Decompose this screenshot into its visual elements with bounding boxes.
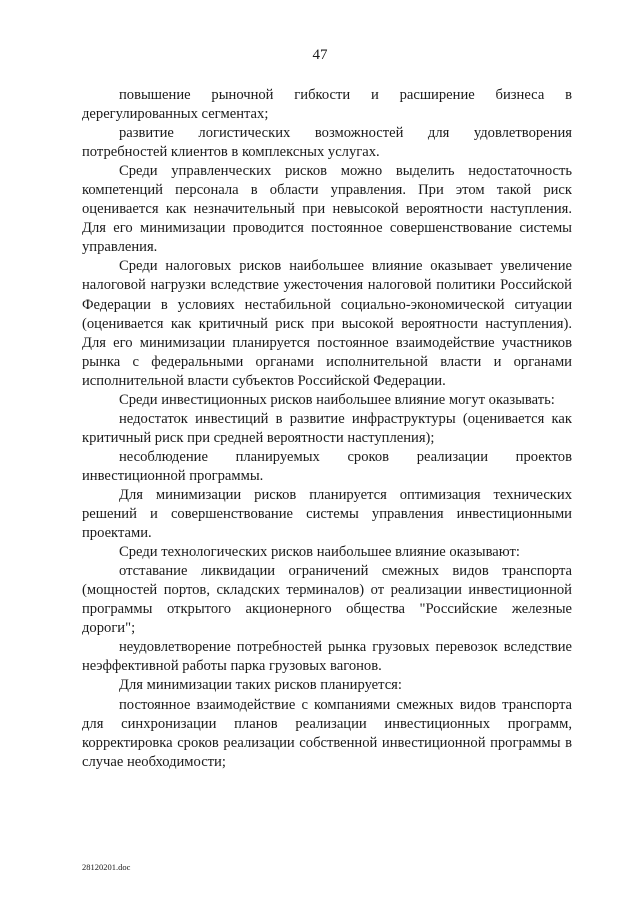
document-body bbox=[82, 86, 572, 772]
paragraph-12: Для минимизации таких рисков планируется: bbox=[119, 677, 402, 694]
paragraph-10: отставание ликвидации ограничений смежных видов транспорта (мощностей портов, складских терминалов) от реализации инвестиционной программы открытого акционерного общества "Российские железные дороги"; bbox=[82, 563, 572, 637]
paragraph-2: развитие логистических возможностей для удовлетворения потребностей клиентов в комплексных услугах. bbox=[82, 125, 572, 161]
paragraph-8: Для минимизации рисков планируется оптимизация технических решений и совершенствование системы управления инвестиционными проектами. bbox=[82, 486, 572, 542]
paragraph-9: Среди технологических рисков наибольшее влияние оказывают: bbox=[119, 544, 520, 561]
paragraph-11: неудовлетворение потребностей рынка грузовых перевозок вследствие неэффективной работы парка грузовых вагонов. bbox=[82, 639, 572, 675]
paragraph-3: Среди управленческих рисков можно выделить недостаточность компетенций персонала в области управления. При этом такой риск оценивается как незначительный при невысокой вероятности наступления. Для его минимизации проводится постоянное совершенствование системы управления. bbox=[82, 163, 572, 256]
paragraph-6: недостаток инвестиций в развитие инфраструктуры (оценивается как критичный риск при средней вероятности наступления); bbox=[82, 410, 572, 446]
paragraph-4: Среди налоговых рисков наибольшее влияние оказывает увеличение налоговой нагрузки вследствие ужесточения налоговой политики Российской Федерации в условиях нестабильной социально-экономической ситуации (оценивается как критичный риск при высокой вероятности наступления). Для его минимизации планируется постоянное взаимодействие участников рынка с федеральными органами исполнительной власти и органами исполнительной власти субъектов Российской Федерации. bbox=[82, 258, 572, 389]
paragraph-5: Среди инвестиционных рисков наибольшее влияние могут оказывать: bbox=[119, 391, 555, 408]
footer-filename: 28120201.doc bbox=[82, 862, 131, 872]
paragraph-7: несоблюдение планируемых сроков реализации проектов инвестиционной программы. bbox=[82, 448, 572, 484]
paragraph-1: повышение рыночной гибкости и расширение бизнеса в дерегулированных сегментах; bbox=[82, 87, 572, 123]
page-number: 47 bbox=[312, 47, 328, 63]
paragraph-13: постоянное взаимодействие с компаниями смежных видов транспорта для синхронизации планов реализации инвестиционных программ, корректировка сроков реализации собственной инвестиционной программы в случае необходимости; bbox=[82, 696, 572, 770]
